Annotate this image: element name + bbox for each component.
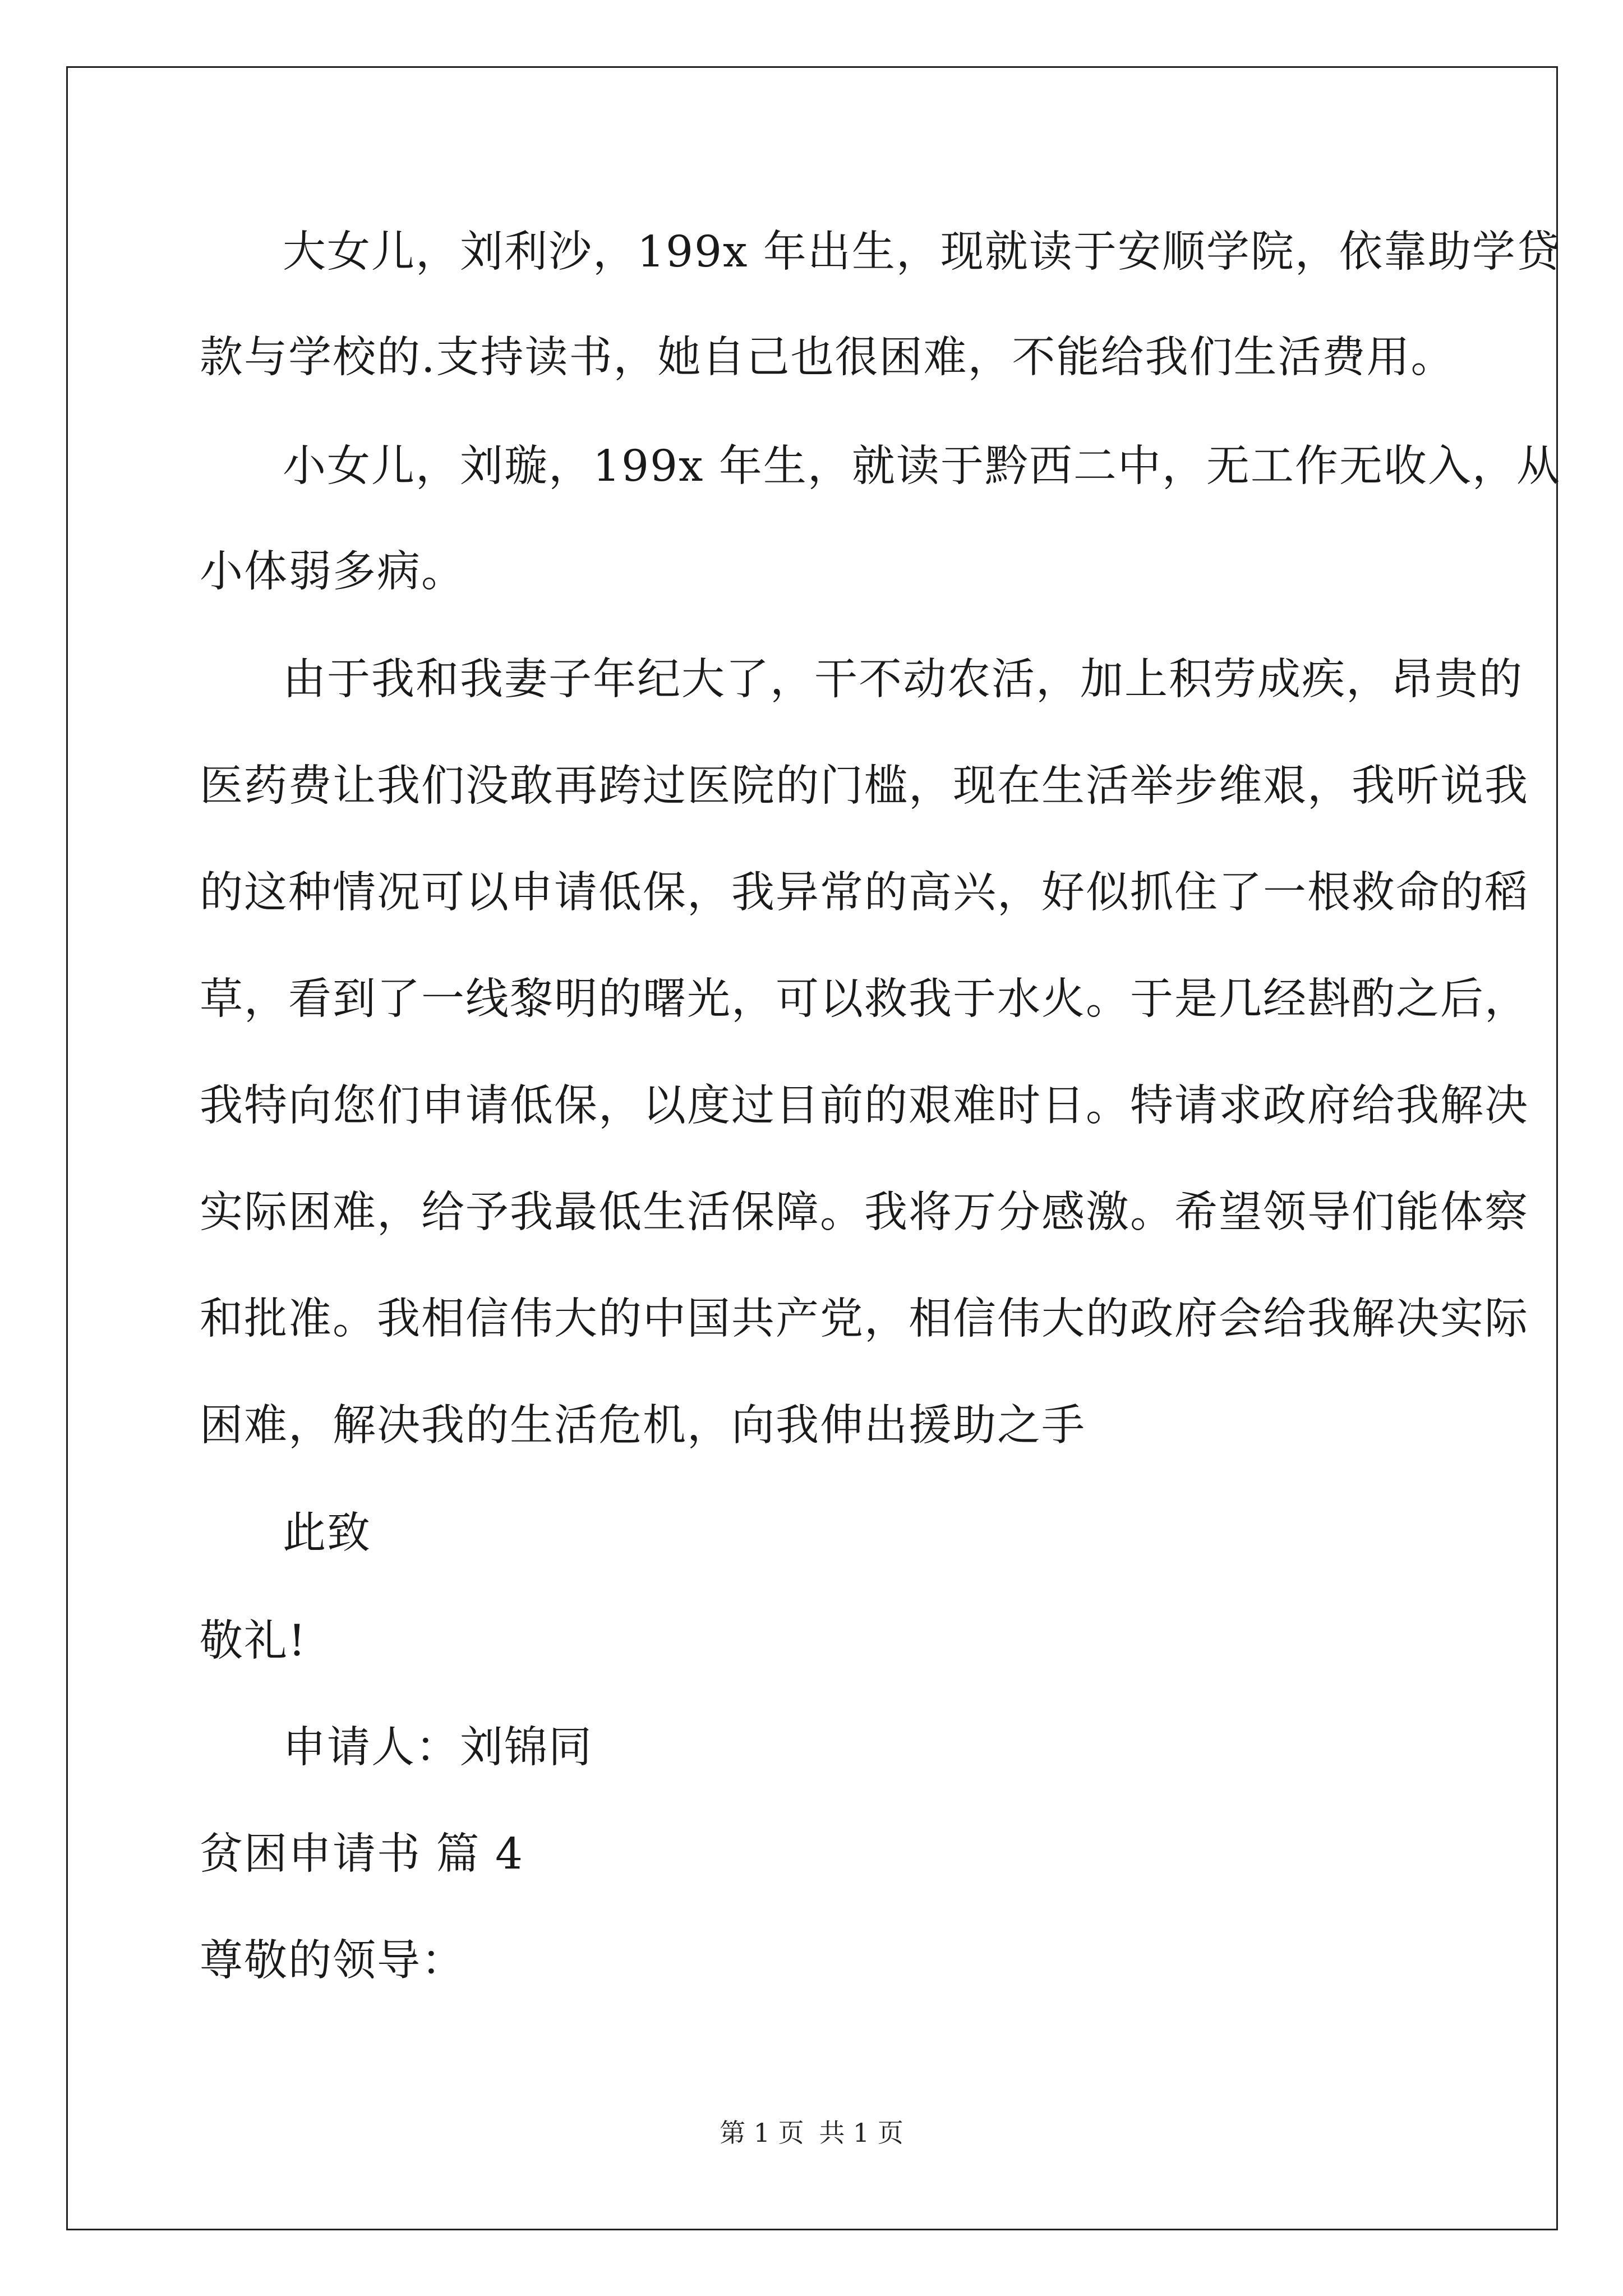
paragraph-line: 款与学校的.支持读书，她自己也很困难，不能给我们生活费用。 [200,333,1455,383]
paragraph-line: 实际困难，给予我最低生活保障。我将万分感激。希望领导们能体察 [200,1188,1529,1237]
paragraph-line: 小体弱多病。 [200,547,465,597]
paragraph-line: 小女儿，刘璇，199x 年生，就读于黔西二中，无工作无收入，从 [283,441,1561,491]
paragraph-line: 大女儿，刘利沙，199x 年出生，现就读于安顺学院，依靠助学贷 [283,227,1561,277]
page-number-current: 第 1 页 [720,2118,804,2148]
greeting-text: 尊敬的领导： [200,1936,465,1986]
page-border [66,66,1561,2230]
paragraph-line: 困难，解决我的生活危机，向我伸出援助之手 [200,1401,1086,1451]
paragraph-line: 的这种情况可以申请低保，我异常的高兴，好似抓住了一根救命的稻 [200,868,1529,918]
salute-text: 敬礼! [200,1616,307,1666]
paragraph-line: 医药费让我们没敢再跨过医院的门槛，现在生活举步维艰，我听说我 [200,761,1529,811]
paragraph-line: 由于我和我妻子年纪大了，干不动农活，加上积劳成疾，昂贵的 [283,655,1523,705]
page-footer [0,2116,1623,2150]
closing-text: 此致 [283,1508,371,1558]
applicant-signature: 申请人：刘锦同 [283,1723,593,1773]
paragraph-line: 和批准。我相信伟大的中国共产党，相信伟大的政府会给我解决实际 [200,1294,1529,1344]
section-title: 贫困申请书 篇 4 [200,1829,524,1879]
paragraph-line: 我特向您们申请低保，以度过目前的艰难时日。特请求政府给我解决 [200,1081,1529,1131]
paragraph-line: 草，看到了一线黎明的曙光，可以救我于水火。于是几经斟酌之后， [200,974,1529,1024]
page-number-total: 共 1 页 [819,2118,903,2148]
